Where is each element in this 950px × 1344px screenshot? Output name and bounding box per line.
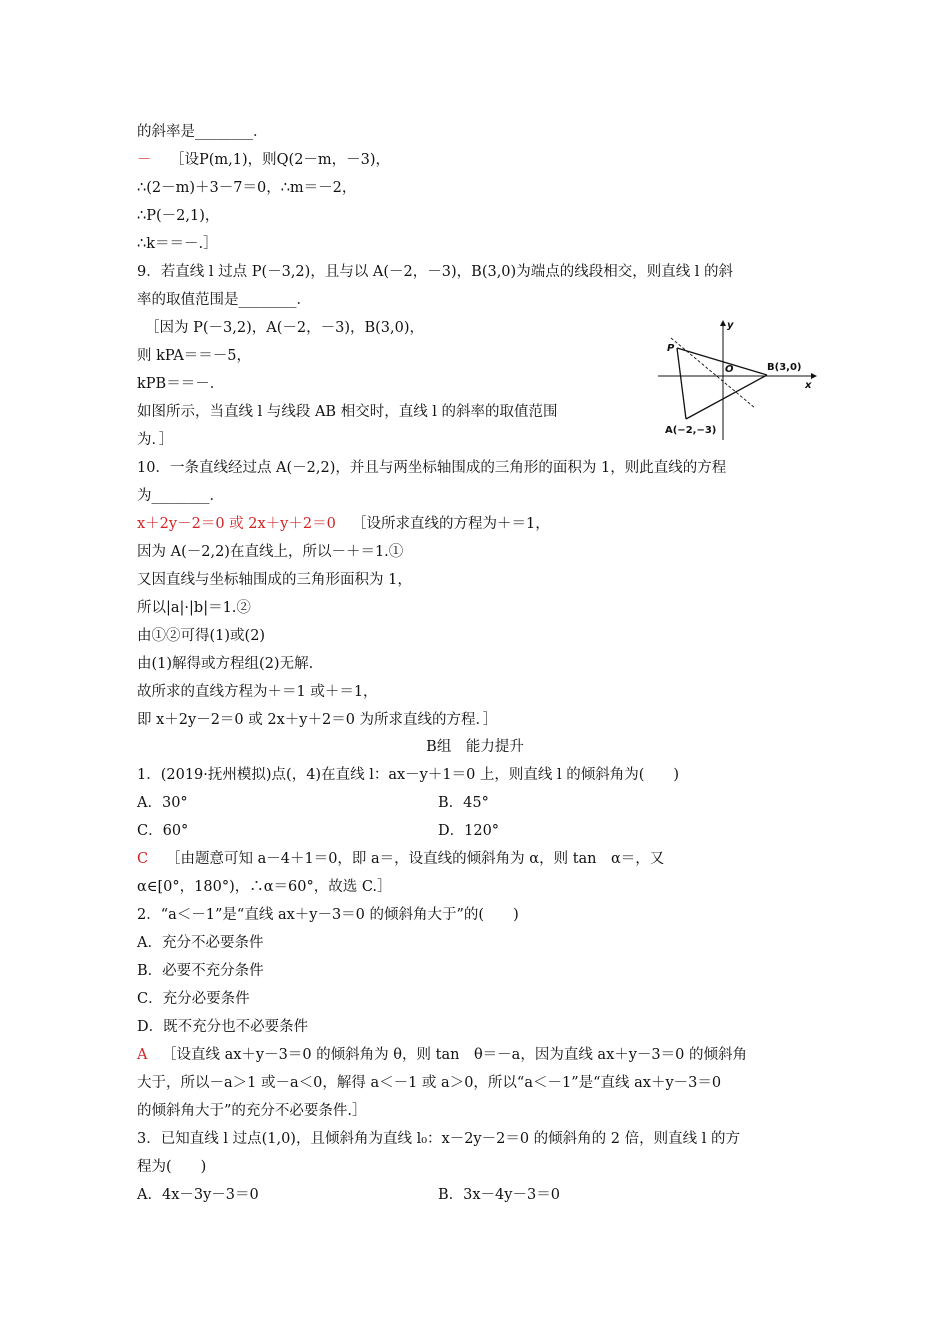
b3-option-a: A．4x－3y－3＝0 [137, 1187, 259, 1203]
p10-sol-2: 因为 A(－2,2)在直线上，所以－＋＝1.① [137, 544, 404, 560]
p10-sol-5: 由①②可得(1)或(2) [137, 628, 266, 644]
b2-explain-1: ［设直线 ax＋y－3＝0 的倾斜角为 θ，则 tan θ＝－a，因为直线 ax＋y－3＝0 的倾斜角 [162, 1047, 747, 1063]
p9-sol-2: 则 kPA＝＝－5， [137, 348, 252, 364]
b2-explain-2: 大于，所以－a＞1 或－a＜0，解得 a＜－1 或 a＞0，所以“a＜－1”是“直线 ax＋y－3＝0 [137, 1075, 722, 1091]
b2-option-c: C．充分必要条件 [137, 991, 250, 1007]
label-x: x [805, 380, 812, 391]
label-a: A(−2,−3) [665, 425, 717, 436]
b3-option-b: B．3x－4y－3＝0 [438, 1187, 560, 1203]
b1-option-b: B．45° [438, 795, 489, 811]
b1-option-c: C．60° [137, 823, 189, 839]
label-p: P [667, 343, 675, 354]
p10-sol-8: 即 x＋2y－2＝0 或 2x＋y＋2＝0 为所求直线的方程．］ [137, 712, 498, 728]
line-pa [677, 348, 686, 419]
x-axis-arrow [811, 373, 817, 379]
b2-stem: 2．“a＜－1”是“直线 ax＋y－3＝0 的倾斜角大于”的( ) [137, 907, 519, 923]
label-y: y [727, 320, 734, 331]
p8-line-5: ∴k＝＝－.］ [137, 236, 218, 252]
b3-stem-1: 3．已知直线 l 过点(1,0)，且倾斜角为直线 l₀：x－2y－2＝0 的倾斜角的 2 倍，则直线 l 的方 [137, 1131, 740, 1147]
p9-sol-4: 如图所示，当直线 l 与线段 AB 相交时，直线 l 的斜率的取值范围 [137, 404, 558, 420]
label-o: O [725, 364, 734, 375]
p10-sol-1: ［设所求直线的方程为＋＝1， [352, 516, 550, 532]
p9-sol-1: ［因为 P(－3,2)，A(－2，－3)，B(3,0)， [145, 320, 425, 336]
b1-option-a: A．30° [137, 795, 188, 811]
p9-sol-5: 为．］ [137, 432, 174, 448]
p10-sol-7: 故所求的直线方程为＋＝1 或＋＝1， [137, 684, 378, 700]
b1-stem: 1．(2019·抚州模拟)点(，4)在直线 l：ax－y＋1＝0 上，则直线 l 的倾斜角为( ) [137, 767, 680, 783]
p10-answer: x＋2y－2＝0 或 2x＋y＋2＝0 [137, 516, 336, 532]
y-axis-arrow [720, 320, 726, 326]
p8-answer: － [137, 152, 152, 168]
b1-explain-1: ［由题意可知 a－4＋1＝0，即 a＝，设直线的倾斜角为 α，则 tan α＝，又 [166, 851, 665, 867]
p9-stem-1: 9．若直线 l 过点 P(－3,2)，且与以 A(－2，－3)，B(3,0)为端点的线段相交，则直线 l 的斜 [137, 264, 734, 280]
label-b: B(3,0) [767, 362, 802, 373]
p9-stem-2: 率的取值范围是________． [137, 292, 311, 308]
b1-option-d: D．120° [438, 823, 500, 839]
p9-sol-3: kPB＝＝－． [137, 376, 225, 392]
b3-stem-2: 程为( ) [137, 1159, 207, 1175]
section-heading: B组 能力提升 [426, 739, 524, 755]
b1-answer: C [137, 851, 149, 867]
p8-line-3: ∴(2－m)＋3－7＝0，∴m＝－2， [137, 180, 357, 196]
b2-answer: A [137, 1047, 148, 1063]
p8-line-1: 的斜率是________． [137, 124, 268, 140]
p8-line-4: ∴P(－2,1)， [137, 208, 220, 224]
p10-stem-2: 为________． [137, 488, 224, 504]
p10-sol-3: 又因直线与坐标轴围成的三角形面积为 1， [137, 572, 412, 588]
line-pb [677, 348, 767, 375]
b2-explain-3: 的倾斜角大于”的充分不必要条件.］ [137, 1103, 367, 1119]
segment-ab [686, 375, 767, 419]
p10-sol-4: 所以|a|·|b|＝1.② [137, 600, 251, 616]
b1-explain-2: α∈[0°，180°)，∴α＝60°，故选 C.］ [137, 879, 392, 895]
coordinate-figure [655, 318, 817, 440]
b2-option-b: B．必要不充分条件 [137, 963, 264, 979]
b2-option-a: A．充分不必要条件 [137, 935, 264, 951]
b2-option-d: D．既不充分也不必要条件 [137, 1019, 309, 1035]
p8-line-2: ［设P(m,1)，则Q(2－m，－3)， [170, 152, 391, 168]
p10-stem-1: 10．一条直线经过点 A(－2,2)，并且与两坐标轴围成的三角形的面积为 1，则此直线的方程 [137, 460, 727, 476]
p10-sol-6: 由(1)解得或方程组(2)无解. [137, 656, 314, 672]
